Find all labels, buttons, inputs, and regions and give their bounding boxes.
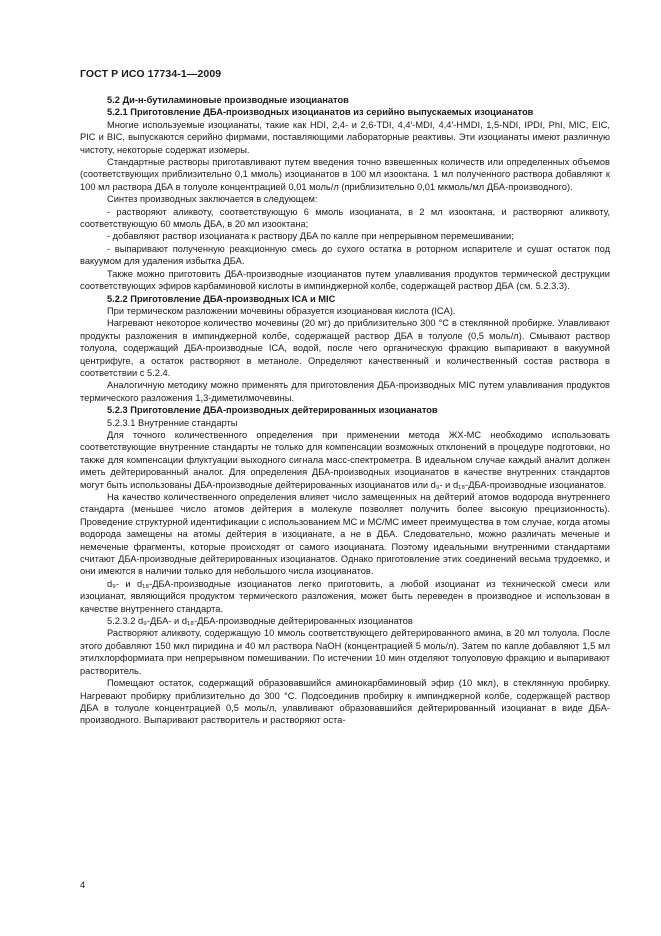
list-item: - добавляют раствор изоцианата к раствору ДБА по капле при непрерывном перемешивании;: [107, 231, 514, 242]
paragraph: Растворяют аликвоту, содержащую 10 ммоль соответствующего дейтерированного амина, в 20 мл толуола. После этого добавляют 150 мкл пиридина и 40 мл раствора NaOH (концентрацией 5 моль/л). Затем по капле добавляют 1,5 мл этилхлорформиата при непрерывном помешивании. По истечении 10 мин отделяют толуоловую фракцию и выпаривают растворитель.: [80, 628, 610, 676]
paragraph: Для точного количественного определения при применении метода ЖХ-МС необходимо использовать соответствующие внутренние стандарты не только для компенсации возможных отклонений в процедуре подготовки, но также для компенсации флуктуации выходного сигнала масс-спектрометра. В идеальном случае каждый аналит должен иметь дейтерированный аналог. Для определения ДБА-производных изоцианатов в качестве внутренних стандартов могут быть использованы ДБА-производные дейтерированных изоцианатов или d₉- и d₁₈-ДБА-производные изоцианатов.: [80, 429, 610, 490]
paragraph: Также можно приготовить ДБА-производные изоцианатов путем улавливания продуктов термической деструкции соответствующих эфиров карбаминовой кислоты в импинджерной колбе, содержащей раствор ДБА (см. 5.2.3.3).: [80, 268, 610, 292]
sub-subsection-heading: 5.2.3.1 Внутренние стандарты: [107, 417, 238, 428]
subsection-heading: 5.2.1 Приготовление ДБА-производных изоцианатов из серийно выпускаемых изоцианатов: [107, 107, 534, 118]
paragraph: Нагревают некоторое количество мочевины (20 мг) до приблизительно 300 °С в стеклянной пробирке. Улавливают продукты разложения в импинджерной колбе, содержащей раствор ДБА в толуоле (0,5 моль/л). Смывают раствор толуола, содержащий ДБА-производные ICA, водой, после чего органическую фракцию выпаривают в вакуумной центрифуге, а остаток растворяют в метаноле. Определяют качественный и количественный состав раствора в соответствии с 5.2.4.: [80, 318, 610, 378]
subsection-heading: 5.2.3 Приготовление ДБА-производных дейтерированных изоцианатов: [107, 405, 438, 416]
paragraph: На качество количественного определения влияет число замещенных на дейтерий атомов водорода внутреннего стандарта (меньшее число атомов дейтерия в молекуле позволяет получить более высокую прецизионность). Проведение структурной идентификации с использованием МС и МС/МС имеет преимущества в том случае, когда атомы водорода замещены на атомы дейтерия в изоцианате, а не в ДБА. Следовательно, можно различать меченые и немеченые фрагменты, которые происходят от самого изоцианата. Поэтому идеальными внутренними стандартами считают ДБА-производные дейтерированных изоцианатов. Однако приготовление этих соединений весьма трудоемко, и они имеются в наличии только для небольшого числа изоцианатов.: [80, 492, 610, 577]
section-heading: 5.2 Ди-н-бутиламиновые производные изоцианатов: [107, 95, 349, 105]
document-header: ГОСТ Р ИСО 17734-1—2009: [80, 68, 222, 80]
list-item: - выпаривают полученную реакционную смесь до сухого остатка в роторном испарителе и сушат остаток под вакуумом для удаления избытка ДБА.: [80, 243, 610, 267]
subsection-heading: 5.2.2 Приготовление ДБА-производных ICA и MIC: [107, 293, 336, 304]
sub-subsection-heading: 5.2.3.2 d₉-ДБА- и d₁₈-ДБА-производные дейтерированных изоцианатов: [107, 616, 413, 627]
paragraph: Помещают остаток, содержащий образовавшийся аминокарбаминовый эфир (10 мкл), в стеклянную пробирку. Нагревают пробирку приблизительно до 300 °С. Подсоединив пробирку к импинджерной колбе, содержащей раствор ДБА в толуоле концентрацией 0,5 моль/л, улавливают образовавшийся дейтерированный изоцианат в виде ДБА-производного. Выпаривают растворитель и растворяют оста-: [80, 678, 610, 726]
paragraph: Аналогичную методику можно применять для приготовления ДБА-производных MIC путем улавливания продуктов термического разложения 1,3-диметилмочевины.: [80, 380, 610, 403]
paragraph: Синтез производных заключается в следующем:: [107, 194, 318, 205]
paragraph: d₉- и d₁₈-ДБА-производные изоцианатов легко приготовить, а любой изоцианат из технической смеси или изоцианат, являющийся продуктом термического разложения, может быть переведен в производное и использован в качестве внутреннего стандарта.: [80, 578, 610, 614]
document-body: [80, 94, 610, 727]
page-number: 4: [80, 880, 86, 891]
paragraph: Многие используемые изоцианаты, такие как HDI, 2,4- и 2,6-TDI, 4,4′-MDI, 4,4′-HMDI, 1,5-NDI, IPDI, PhI, MIC, EIC, PIC и BIC, выпускаются серийно фирмами, поставляющими лабораторные реактивы. Эти изоцианаты имеют различную чистоту, некоторые содержат изомеры.: [80, 119, 610, 155]
paragraph: Стандартные растворы приготавливают путем введения точно взвешенных количеств или определенных объемов (соответствующих приблизительно 0,1 ммоль) изоцианатов в 100 мл изооктана. 1 мл полученного раствора добавляют к 100 мл раствора ДБА в толуоле концентрацией 0,01 моль/л (приблизительно 0,01 мкмоль/мл ДБА-производного).: [80, 157, 610, 192]
paragraph: При термическом разложении мочевины образуется изоциановая кислота (ICA).: [107, 305, 456, 316]
list-item: - растворяют аликвоту, соответствующую 6 ммоль изоцианата, в 2 мл изооктана, и растворяют аликвоту, соответствующую 60 ммоль ДБА, в 20 мл изооктана;: [80, 206, 610, 230]
